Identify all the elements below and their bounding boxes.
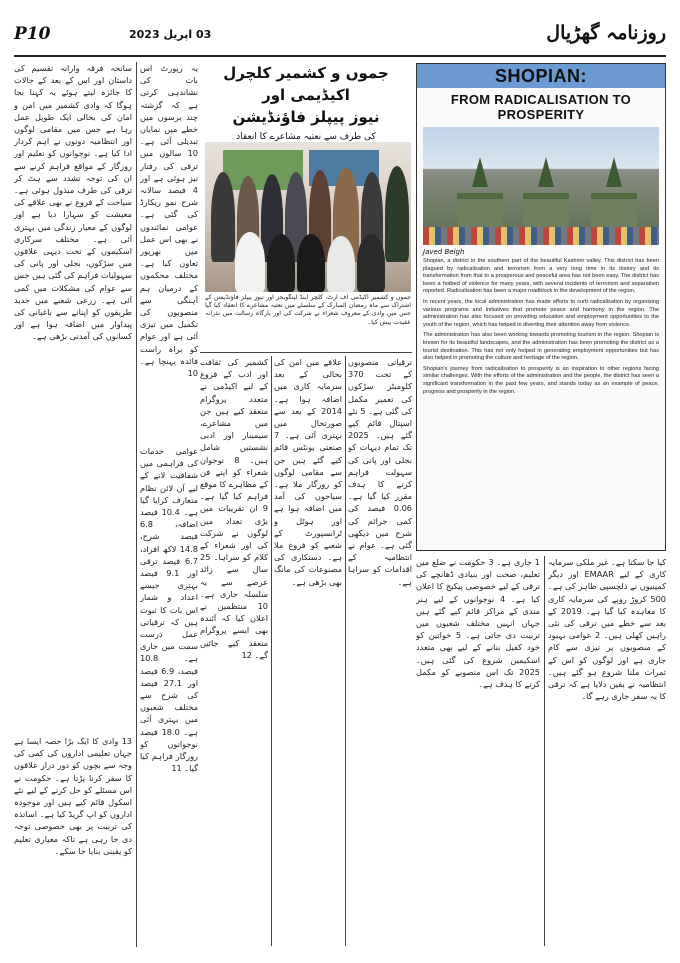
culture-headline-box: [200, 62, 412, 142]
shopian-shrine-photo: [423, 127, 659, 245]
shopian-paragraph: Shopian's journey from radicalisation to prosperity is an inspiration to other regions facing similar challenges. With the efforts of the administration and the people, the district has seen a significant transformation in the past few years, and stands today as an example of peace, progress and prosperity in the region.: [423, 365, 659, 395]
column-far-left-bottom: 13 وادی کا ایک بڑا حصہ ایسا ہے جہاں تعلیمی اداروں کی کمی کی وجہ سے بچوں کو دور دراز علاقوں کا سفر کرنا پڑتا ہے۔ حکومت نے اس مسئلے کو حل کرنے کے لیے نئے اسکول قائم کیے ہیں اور موجودہ اداروں کو اپ گریڈ کیا ہے۔ اساتذہ کی تربیت پر بھی خصوصی توجہ دی جا رہی ہے تاکہ معیاری تعلیم کو یقینی بنایا جا سکے۔: [14, 736, 132, 856]
column-far-left-top: سانحہ فرقہ وارانہ تقسیم کی داستان اور اس کے بعد کے حالات کا جائزہ لیتے ہوئے یہ کہنا بجا ہوگا کہ وادی کشمیر میں امن و امان کی بحالی ایک طویل عمل رہا ہے جس میں مقامی لوگوں اور انتظامیہ دونوں نے اہم کردار ادا کیا ہے۔ نوجوانوں کو تعلیم اور روزگار کے مواقع فراہم کرنے سے ان کی توجہ تشدد سے ہٹ کر ترقی کی طرف مبذول ہوئی ہے۔ سیاحت کے فروغ نے بھی علاقے کی معیشت کو سہارا دیا ہے اور لوگوں کے معیار زندگی میں بہتری آئی ہے۔ مختلف سرکاری اسکیموں کے تحت دیہی علاقوں میں سڑکوں، بجلی اور پانی کی سہولیات فراہم کی گئی ہیں جس سے عوام کی مشکلات میں کمی آئی ہے۔ زرعی شعبے میں جدید طریقوں کو اپنانے سے باغبانی کی پیداوار میں اضافہ ہوا ہے اور کسانوں کی آمدنی بڑھی ہے۔: [14, 63, 132, 342]
shrine-spire: [472, 157, 488, 187]
section-rule: [200, 352, 412, 353]
shrine-building: [523, 193, 569, 227]
shopian-paragraph: In recent years, the local administration has made efforts to curb radicalisation by organising various programs and initiatives that promote peace and harmony in the region. The administration has also focused on providing education and employment opportunities to the youth of the region, which has helped in diverting their attention away from violence.: [423, 298, 659, 328]
masthead: [14, 22, 666, 52]
culture-subtitle: کی طرف سے نعتیہ مشاعرے کا انعقاد: [236, 132, 376, 142]
shrine-spire: [606, 157, 622, 187]
column-mid-b: علاقے میں امن کی بحالی کے بعد سرمایہ کاری میں اضافہ ہوا ہے۔ 2014 کے بعد سے صورتحال میں بہتری آئی ہے۔ 7 صنعتی یونٹس قائم کیے گئے ہیں جن سے مقامی لوگوں کو روزگار ملا ہے۔ سیاحوں کی آمد میں اضافہ ہوا ہے اور ہوٹل و ٹرانسپورٹ کے شعبے کو فروغ ملا ہے۔ دستکاری کی مصنوعات کی مانگ بھی بڑھی ہے۔: [274, 357, 342, 587]
column-divider: [345, 356, 346, 946]
person-figure: [211, 172, 235, 262]
shrine-building: [591, 193, 637, 227]
shrine-spire: [538, 157, 554, 187]
shopian-headline: SHOPIAN:: [417, 64, 665, 88]
column-divider: [544, 556, 545, 946]
column-mid-c: ترقیاتی منصوبوں کے تحت 370 کلومیٹر سڑکوں کی تعمیر مکمل کی گئی ہے۔ 5 نئے اسپتال قائم کیے گئے ہیں۔ 2025 تک تمام دیہات کو بجلی اور پانی کی سہولت فراہم کرنے کا ہدف مقرر کیا گیا ہے۔ 0.06 فیصد کی کمی جرائم کی شرح میں دیکھی گئی ہے۔ عوام نے انتظامیہ کے اقدامات کو سراہا ہے۔: [348, 357, 412, 587]
column-right-b: کیا جا سکتا ہے۔ غیر ملکی سرمایہ کاری کے لیے EMAAR اور دیگر کمپنیوں نے دلچسپی ظاہر کی ہے۔ 500 کروڑ روپے کی سرمایہ کاری کا معاہدہ کیا گیا ہے۔ 2019 کے بعد سے خطے میں ترقی کی نئی راہیں کھلی ہیں۔ 2 عوامی بہبود کے منصوبوں پر تیزی سے کام جاری ہے اور لوگوں کو اس کے ثمرات ملنا شروع ہو گئے ہیں۔ انتظامیہ نے یقین دلایا ہے کہ ترقی کا یہ سفر جاری رہے گا۔: [548, 557, 666, 702]
newspaper-name: روزنامہ گھڑیال: [546, 22, 666, 44]
person-figure: [297, 234, 325, 292]
shrine-building: [457, 193, 503, 227]
group-photo: [205, 142, 411, 292]
column-divider: [136, 62, 137, 947]
culture-title-line2: نیوز پیپلز فاؤنڈیشن: [232, 108, 380, 126]
page-number: P10: [14, 24, 51, 44]
shopian-body: [423, 258, 659, 396]
column-left-mid-bottom: عوامی خدمات کی فراہمی میں شفافیت لانے کے لیے آن لائن نظام متعارف کرایا گیا ہے۔ 10.4 فیصد اضافہ، 6.8 فیصد شرح، 14.8 لاکھ افراد، 6.7 فیصد ترقی اور 9.1 فیصد بہتری جیسے اعداد و شمار اس بات کا ثبوت ہیں کہ ترقیاتی عمل درست سمت میں جاری ہے۔ 10.8 فیصد، 6.9 فیصد اور 27.1 فیصد کی شرح سے مختلف شعبوں میں بہتری آئی ہے۔ 18.0 فیصد نوجوانوں کو روزگار فراہم کیا گیا۔ 11: [140, 446, 198, 774]
person-figure: [267, 234, 295, 292]
column-right-a: 1 جاری ہے۔ 3 حکومت نے ضلع میں تعلیم، صحت اور بنیادی ڈھانچے کی ترقی کے لیے خصوصی پیکیج کا اعلان کیا ہے۔ 4 نوجوانوں کے لیے ہنر مندی کے مراکز قائم کیے گئے ہیں جہاں انہیں مختلف شعبوں میں تربیت دی جاتی ہے۔ 5 خواتین کو خود کفیل بنانے کے لیے بھی متعدد اسکیمیں شروع کی گئی ہیں۔ 2025 تک اس منصوبے کو مکمل کرنے کا ہدف ہے۔: [416, 557, 540, 690]
header-rule: [14, 55, 666, 57]
culture-title-line1: جموں و کشمیر کلچرل اکیڈیمی اور: [223, 64, 389, 104]
column-divider: [271, 356, 272, 946]
shopian-paragraph: The administration has also been working towards promoting tourism in the region. Shopian is known for its beautiful landscapes, and the administration has been promoting the district as a tourist destination. This has not only helped in generating employment opportunities but has also helped in promoting the culture and heritage of the region.: [423, 332, 659, 362]
shopian-paragraph: Shopian, a district in the southern part of the beautiful Kashmir valley. This district has been plagued by radicalisation and terrorism from a very long time in its history and its transformation from that to a prosperous and peaceful area has not been easy. The district has been a hotbed of violence for many years, with several incidents of terrorism and separatism reported. Radicalisation has been a major roadblock in the development of the region.: [423, 258, 659, 295]
column-left-mid-top: یہ رپورٹ اس بات کی نشاندہی کرتی ہے کہ گزشتہ چند برسوں میں خطے میں نمایاں تبدیلی آئی ہے۔ 10 سالوں میں ترقی کی رفتار تیز ہوئی ہے اور 4 فیصد سالانہ شرح نمو ریکارڈ کی گئی ہے۔ عوامی نمائندوں نے بھی اس عمل میں بھرپور تعاون کیا ہے۔ مختلف محکموں کے درمیان ہم آہنگی سے منصوبوں کی تکمیل میں تیزی آئی ہے اور عوام کو براہ راست فائدہ پہنچا ہے۔ 10: [140, 63, 198, 379]
shopian-byline: Javed Beigh: [423, 248, 465, 256]
person-figure: [327, 236, 355, 292]
issue-date: 03 اپریل 2023: [129, 28, 212, 41]
shopian-story-box: [416, 63, 666, 551]
column-mid-a: کشمیر کی ثقافت اور ادب کے فروغ کے لیے اکیڈمی نے متعدد پروگرام منعقد کیے ہیں جن میں مشاعرے، سیمینار اور ادبی نشستیں شامل ہیں۔ 8 نوجوان شعراء کو اپنے فن کے مظاہرے کا موقع فراہم کیا گیا ہے۔ 9 ان تقریبات میں بڑی تعداد میں لوگوں نے شرکت کی اور شعراء کے کلام کو سراہا۔ 25 سال سے زائد عرصے سے یہ سلسلہ جاری ہے۔ 10 منتظمین نے اعلان کیا کہ آئندہ بھی ایسے پروگرام منعقد کیے جائیں گے۔ 12: [200, 357, 268, 660]
market-stalls: [423, 227, 659, 245]
person-figure: [385, 166, 409, 262]
person-figure: [357, 234, 385, 292]
shopian-subhead: FROM RADICALISATION TO PROSPERITY: [450, 92, 632, 122]
photo-caption: جموں و کشمیر اکیڈمی آف آرٹ، کلچر اینڈ لینگویجز اور نیوز پیپلز فاؤنڈیشن کے اشتراک سے ماہ رمضان المبارک کے سلسلے میں نعتیہ مشاعرے کا انعقاد کیا گیا جس میں وادی کے معروف شعراء نے شرکت کی اور بارگاہ رسالت میں نذرانہ عقیدت پیش کیا۔: [205, 294, 411, 326]
person-figure: [235, 232, 265, 292]
